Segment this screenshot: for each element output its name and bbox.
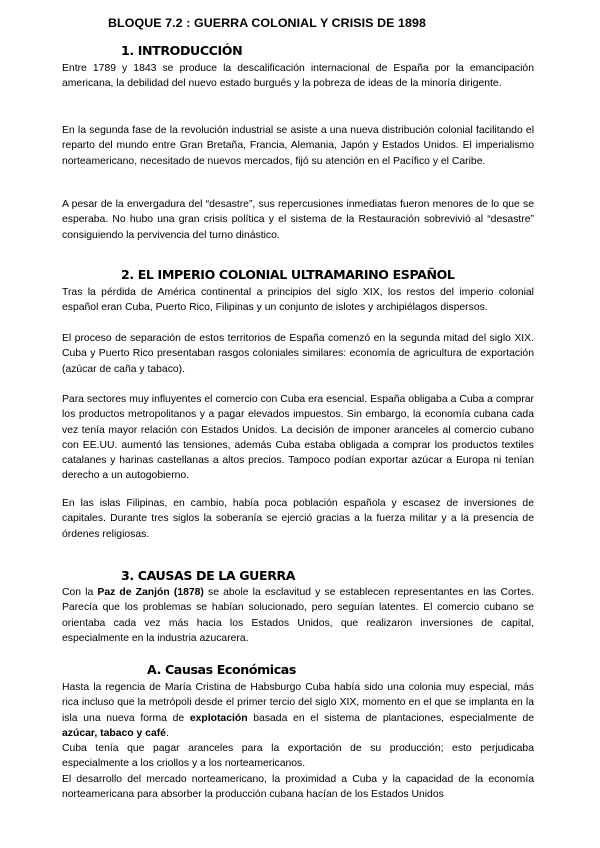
paragraph: En las islas Filipinas, en cambio, había poca población española y escasez de inversiones de capitales. Durante tres siglos la soberanía se ejerció gracias a la fuerza militar y a la presencia de órdenes religiosas.: [62, 498, 534, 540]
text-run: basada en el sistema de plantaciones, especialmente de: [247, 712, 534, 724]
text-run: .: [165, 727, 169, 739]
paragraph: [62, 585, 534, 646]
bold-text: explotación: [189, 712, 248, 724]
paragraph: Para sectores muy influyentes el comercio con Cuba era esencial. España obligaba a Cuba a comprar los productos metropolitanos y a pagar elevados impuestos. Sin embargo, la economía cubana cada vez tenía mayor relación con Estados Unidos. La decisión de imponer aranceles al comercio cubano con EE.UU. aumentó las tensiones, además Cuba estaba obligada a comprar los productos textiles catalanes y harinas castellanas a altos precios. Tampoco podían exportar azúcar a Europa ni tenían derecho a un autogobierno.: [62, 394, 534, 482]
subsection-heading-causas-economicas: A. Causas Económicas: [147, 662, 296, 677]
section-heading-imperio: 2. EL IMPERIO COLONIAL ULTRAMARINO ESPAÑOL: [121, 267, 455, 282]
section-heading-causas: 3. CAUSAS DE LA GUERRA: [121, 568, 296, 583]
paragraph: Tras la pérdida de América continental a principios del siglo XIX, los restos del imperio colonial español eran Cuba, Puerto Rico, Filipinas y un conjunto de islotes y archipiélagos dispersos.: [62, 287, 534, 314]
paragraph: El desarrollo del mercado norteamericano, la proximidad a Cuba y la capacidad de la economía norteamericana para absorber la producción cubana hacían de los Estados Unidos: [62, 774, 534, 801]
document-title: BLOQUE 7.2 : GUERRA COLONIAL Y CRISIS DE 1898: [108, 16, 427, 30]
section-heading-introduccion: 1. INTRODUCCIÓN: [121, 43, 243, 58]
paragraph: En la segunda fase de la revolución industrial se asiste a una nueva distribución colonial facilitando el reparto del mundo entre Gran Bretaña, Francia, Alemania, Japón y Estados Unidos. El imperialismo norteamericano, necesitado de nuevos mercados, fijó su atención en el Pacífico y el Caribe.: [62, 125, 534, 167]
paragraph: A pesar de la envergadura del “desastre”, sus repercusiones inmediatas fueron menores de lo que se esperaba. No hubo una gran crisis política y el sistema de la Restauración sobrevivió al “desastre” consiguiendo la pervivencia del turno dinástico.: [62, 199, 534, 241]
paragraph: Entre 1789 y 1843 se produce la descalificación internacional de España por la emancipación americana, la debilidad del nuevo estado burgués y la pobreza de ideas de la minoría dirigente.: [62, 63, 534, 90]
text-run: Con la: [62, 587, 98, 598]
paragraph: Cuba tenía que pagar aranceles para la exportación de su producción; esto perjudicaba especialmente a los criollos y a los norteamericanos.: [62, 743, 534, 770]
text-run: se abole la esclavitud y se establecen representantes en las Cortes. Parecía que los problemas se habían solucionado, pero seguían latentes. El comercio cubano se orientaba cada vez más hacia los Estados Unidos, que realizaron inversiones de capital, especialmente en la industria azucarera.: [62, 587, 534, 644]
text-run: Hasta la regencia de María Cristina de Habsburgo Cuba había sido una colonia muy especial, más rica incluso que la metrópoli desde el primer tercio del siglo XIX, momento en el que se implanta en la isla una nueva forma de: [62, 682, 534, 724]
bold-text: Paz de Zanjón (1878): [97, 587, 204, 598]
bold-text: azúcar, tabaco y café: [62, 727, 166, 739]
paragraph: [62, 680, 534, 741]
paragraph: El proceso de separación de estos territorios de España comenzó en la segunda mitad del siglo XIX. Cuba y Puerto Rico presentaban rasgos coloniales similares: economía de agricultura de exportación (azúcar de caña y tabaco).: [62, 333, 534, 375]
